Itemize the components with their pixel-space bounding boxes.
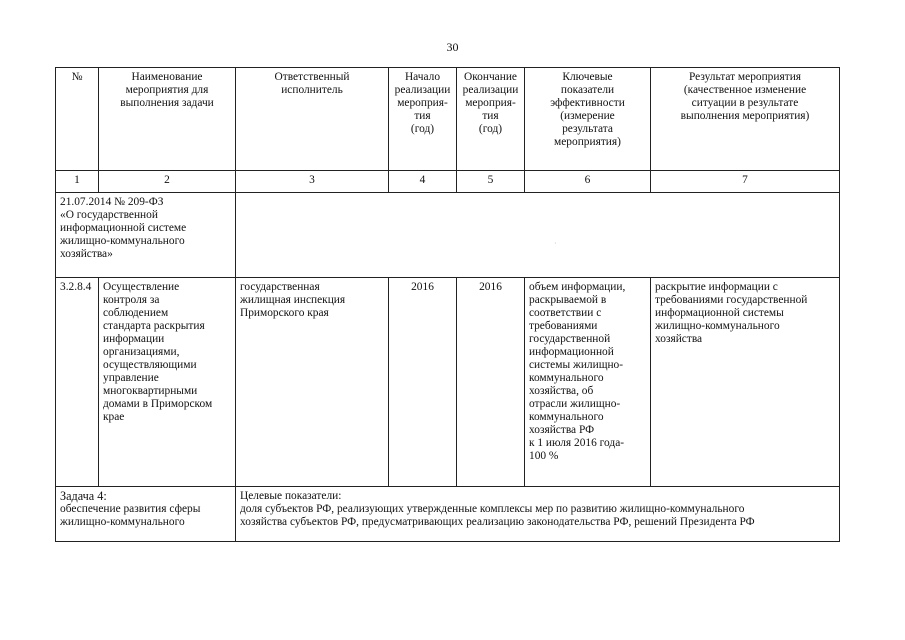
header-cell-executor [236,68,389,171]
column-number: 2 [99,171,236,193]
targets-line: хозяйства субъектов РФ, предусматривающих реализацию законодательства РФ, решений Президента РФ [240,516,755,528]
cell-line: (качественное изменение [683,84,807,96]
cell-line: № [71,71,83,83]
measures-table [55,67,840,542]
cell-line: тия [482,110,499,122]
cell-line: Окончание [463,71,517,83]
cell-line: государственной [529,333,611,345]
cell-line: многоквартирными [103,385,198,397]
cell-line: хозяйства [655,333,703,345]
cell-line: к 1 июля 2016 года- [529,437,625,449]
cell-line: информационной системе [60,222,187,234]
task-cell [56,487,236,542]
measure-executor [236,278,389,487]
cell-line: Осуществление [103,281,180,293]
cell-line: информации [103,333,165,345]
task-description-line: обеспечение развития сферы [60,503,201,515]
column-number: 5 [457,171,525,193]
cell-line: исполнитель [281,84,343,96]
cell-line: системы жилищно- [529,359,624,371]
cell-line: Начало [404,71,441,83]
law-reference-cell [56,193,236,278]
cell-line: 100 % [529,450,559,462]
cell-line: хозяйства» [60,248,113,260]
header-cell-name [99,68,236,171]
cell-line: Ответственный [274,71,350,83]
cell-line: хозяйства РФ [529,424,595,436]
cell-line: выполнения мероприятия) [680,110,810,122]
cell-line: коммунального [529,411,604,423]
column-number: 1 [56,171,99,193]
cell-line: объем информации, [529,281,626,293]
header-row [56,68,840,171]
cell-line: Наименование [131,71,203,83]
measure-end-year: 2016 [457,278,525,487]
cell-line: тия [414,110,431,122]
cell-line: домами в Приморском [103,398,213,410]
cell-line: требованиями государственной [655,294,808,306]
header-cell-result [651,68,840,171]
measure-number: 3.2.8.4 [56,278,99,487]
measure-name [99,278,236,487]
cell-line: осуществляющими [103,359,197,371]
cell-line: Ключевые [562,71,613,83]
cell-line: мероприя- [397,97,448,109]
cell-line: мероприятия для [125,84,209,96]
cell-line: мероприя- [465,97,516,109]
measure-row [56,278,840,487]
header-cell-start [389,68,457,171]
cell-line: информационной системы [655,307,784,319]
cell-line: соответствии с [529,307,602,319]
targets-line: доля субъектов РФ, реализующих утвержденные комплексы мер по развитию жилищно-коммунального [240,503,745,515]
cell-line: жилищно-коммунального [60,235,185,247]
cell-line: Приморского края [240,307,329,319]
cell-line: (год) [478,123,503,135]
cell-line: эффективности [550,97,625,109]
task-label: Задача 4: [60,489,107,503]
task-description-line: жилищно-коммунального [60,516,185,528]
cell-line: соблюдением [103,307,169,319]
cell-line: раскрытие информации с [655,281,778,293]
cell-line: крае [103,411,125,423]
scan-speck: · [554,239,557,248]
law-empty-cell [236,193,840,278]
cell-line: реализации [394,84,451,96]
cell-line: результата [562,123,613,135]
cell-line: 21.07.2014 № 209-ФЗ [60,196,164,208]
cell-line: Результат мероприятия [688,71,802,83]
header-cell-kpi [525,68,651,171]
cell-line: показатели [560,84,615,96]
cell-line: информационной [529,346,614,358]
cell-line: жилищно-коммунального [655,320,780,332]
cell-line: стандарта раскрытия [103,320,205,332]
column-number: 7 [651,171,840,193]
cell-line: управление [103,372,159,384]
cell-line: организациями, [103,346,180,358]
cell-line: отрасли жилищно- [529,398,621,410]
cell-line: раскрываемой в [529,294,607,306]
measure-start-year: 2016 [389,278,457,487]
targets-label: Целевые показатели: [240,490,342,502]
cell-line: ситуации в результате [691,97,799,109]
cell-line: жилищная инспекция [240,294,346,306]
cell-line: «О государственной [60,209,158,221]
column-number: 6 [525,171,651,193]
targets-cell [236,487,840,542]
measure-kpi [525,278,651,487]
cell-line: (измерение [560,110,615,122]
cell-line: (год) [410,123,435,135]
task-row [56,487,840,542]
column-numbers-row [56,171,840,193]
column-number: 4 [389,171,457,193]
header-cell-end [457,68,525,171]
header-cell-number [56,68,99,171]
cell-line: реализации [462,84,519,96]
page-number: 30 [446,40,459,54]
cell-line: хозяйства, об [529,385,594,397]
column-number: 3 [236,171,389,193]
law-reference-row [56,193,840,278]
cell-line: мероприятия) [554,136,621,148]
cell-line: требованиями [529,320,598,332]
cell-line: коммунального [529,372,604,384]
measure-result [651,278,840,487]
cell-line: контроля за [103,294,160,306]
cell-line: государственная [240,281,320,293]
cell-line: выполнения задачи [120,97,214,109]
